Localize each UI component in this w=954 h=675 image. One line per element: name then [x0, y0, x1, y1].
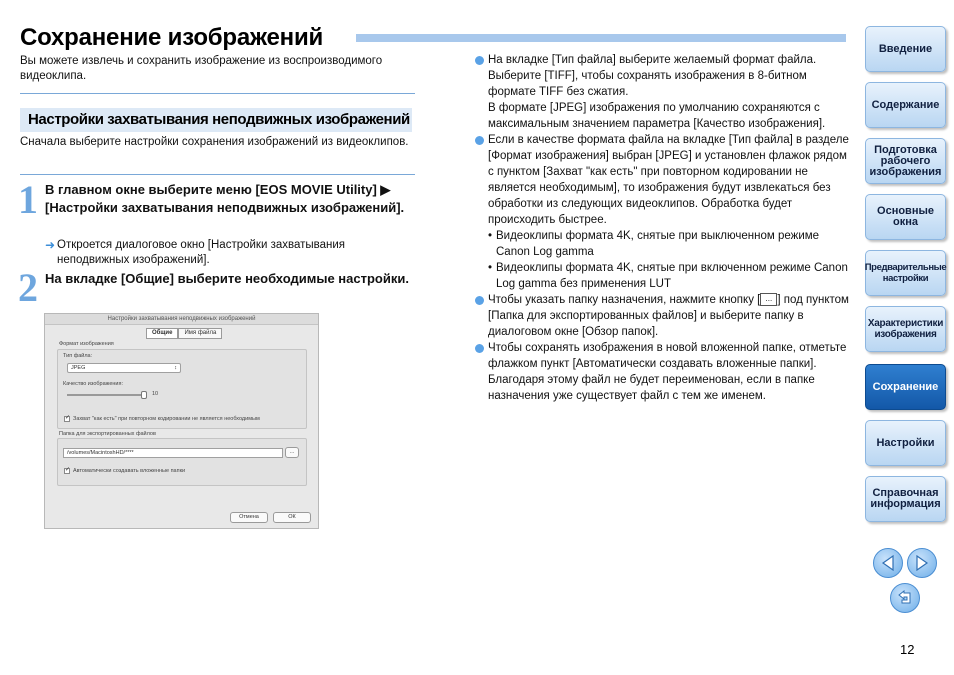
step-text: В главном окне выберите меню [EOS MOVIE Utility] ▶ [Настройки захватывания неподвижных изображений]. — [45, 182, 405, 215]
sub-bullet-item — [475, 260, 853, 292]
bullet-text: На вкладке [Тип файла] выберите желаемый формат файла. Выберите [TIFF], чтобы сохранять изображения в 8-битном формате TIFF без сжатия. — [488, 54, 817, 98]
bullet-text: Чтобы указать папку назначения, нажмите кнопку [ — [488, 294, 761, 306]
nav-image-characteristics[interactable]: Характеристики изображения — [865, 306, 946, 352]
tab-general[interactable]: Общие — [146, 328, 178, 339]
return-button[interactable] — [890, 583, 920, 613]
bullet-text: В формате [JPEG] изображения по умолчанию сохраняются с максимальным значением параметра [Качество изображения]. — [488, 102, 826, 130]
step-result-text: Откроется диалоговое окно [Настройки захватывания неподвижных изображений]. — [57, 239, 346, 266]
checkmark-icon: ✓ — [65, 415, 71, 421]
section-text: Сначала выберите настройки сохранения изображений из видеоклипов. — [20, 136, 409, 148]
step-number: 1 — [18, 177, 38, 222]
cancel-button[interactable]: Отмена — [230, 512, 268, 523]
browse-button[interactable]: ... — [285, 447, 299, 458]
section-heading: Настройки захватывания неподвижных изображений — [20, 108, 412, 132]
bullet-item — [475, 340, 853, 404]
tab-file-name[interactable]: Имя файла — [178, 328, 222, 339]
quality-label: Качество изображения: — [63, 381, 123, 387]
dialog-tabs — [146, 328, 222, 339]
arrow-left-icon — [881, 555, 895, 571]
checkmark-icon: ✓ — [65, 467, 71, 473]
nav-presets[interactable]: Предварительные настройки — [865, 250, 946, 296]
nav-saving[interactable]: Сохранение — [865, 364, 946, 410]
settings-dialog-screenshot — [44, 313, 319, 529]
arrow-right-icon: ➜ — [45, 238, 56, 252]
dialog-title: Настройки захватывания неподвижных изображений — [45, 314, 318, 325]
bullet-dot-icon — [475, 136, 484, 145]
bullet-dot-icon — [475, 296, 484, 305]
file-type-label: Тип файла: — [63, 353, 93, 359]
step-text: На вкладке [Общие] выберите необходимые настройки. — [45, 271, 409, 286]
sub-bullet-mark: • — [488, 230, 493, 242]
next-page-button[interactable] — [907, 548, 937, 578]
nav-main-windows[interactable]: Основные окна — [865, 194, 946, 240]
right-column — [475, 52, 853, 404]
bullet-item — [475, 52, 853, 132]
subfolder-label: Автоматически создавать вложенные папки — [73, 468, 186, 474]
capture-as-is-label: Захват "как есть" при повторном кодировании не является необходимым — [73, 416, 260, 422]
return-arrow-icon — [896, 590, 914, 606]
title-decoration-bar — [356, 34, 846, 42]
sub-bullet-mark: • — [488, 262, 493, 274]
nav-settings[interactable]: Настройки — [865, 420, 946, 466]
file-type-select[interactable]: JPEG ↕ — [67, 363, 181, 373]
nav-introduction[interactable]: Введение — [865, 26, 946, 72]
folder-group — [57, 438, 307, 486]
bullet-item — [475, 292, 853, 340]
intro-text: Вы можете извлечь и сохранить изображение из воспроизводимого видеоклипа. — [20, 55, 383, 82]
bullet-text: Если в качестве формата файла на вкладке [Тип файла] в разделе [Формат изображения] выбран [JPEG] и установлен флажок рядом с пунктом [Захват "как есть" при повторном кодировании не является необходимым], то изображения будут извлекаться без обработки из следующих видеоклипов. Обработка будет происходить быстрее. — [488, 134, 849, 226]
quality-slider-thumb[interactable] — [141, 391, 147, 399]
title-row — [20, 24, 846, 52]
sub-bullet-item — [475, 228, 853, 260]
divider — [20, 93, 415, 94]
divider — [20, 174, 415, 175]
sub-bullet-text: Видеоклипы формата 4K, снятые при включенном режиме Canon Log gamma без применения LUT — [496, 262, 848, 290]
quality-value: 10 — [152, 391, 159, 397]
capture-as-is-checkbox[interactable] — [64, 416, 70, 422]
nav-reference[interactable]: Справочная информация — [865, 476, 946, 522]
sub-bullet-text: Видеоклипы формата 4K, снятые при выключенном режиме Canon Log gamma — [496, 230, 820, 258]
format-group-label: Формат изображения — [59, 341, 114, 347]
step-number: 2 — [18, 265, 38, 310]
bullet-text: Чтобы сохранять изображения в новой вложенной папке, отметьте флажком пункт [Автоматически создавать вложенные папки]. Благодаря этому файл не будет переименован, если в папке назначения уже существует файл с тем же именем. — [488, 342, 847, 402]
folder-path-input[interactable]: /volumes/MacintoshHD/**** — [63, 448, 283, 458]
bullet-dot-icon — [475, 56, 484, 65]
nav-contents[interactable]: Содержание — [865, 82, 946, 128]
bullet-item — [475, 132, 853, 228]
bullet-text: ] под пунктом [Папка для экспортированных файлов] и выберите папку в диалоговом окне [Обзор папок]. — [488, 294, 849, 338]
bullet-dot-icon — [475, 344, 484, 353]
page-number: 12 — [900, 642, 915, 657]
folder-group-label: Папка для экспортированных файлов — [59, 431, 156, 437]
chevron-updown-icon: ↕ — [174, 365, 177, 371]
nav-preparation[interactable]: Подготовка рабочего изображения — [865, 138, 946, 184]
arrow-right-icon — [915, 555, 929, 571]
step-result — [45, 238, 415, 268]
quality-slider-track[interactable] — [67, 394, 147, 396]
browse-button-icon: ... — [760, 293, 777, 306]
ok-button[interactable]: ОК — [273, 512, 311, 523]
page-title: Сохранение изображений — [20, 24, 324, 51]
subfolder-checkbox[interactable] — [64, 468, 70, 474]
previous-page-button[interactable] — [873, 548, 903, 578]
